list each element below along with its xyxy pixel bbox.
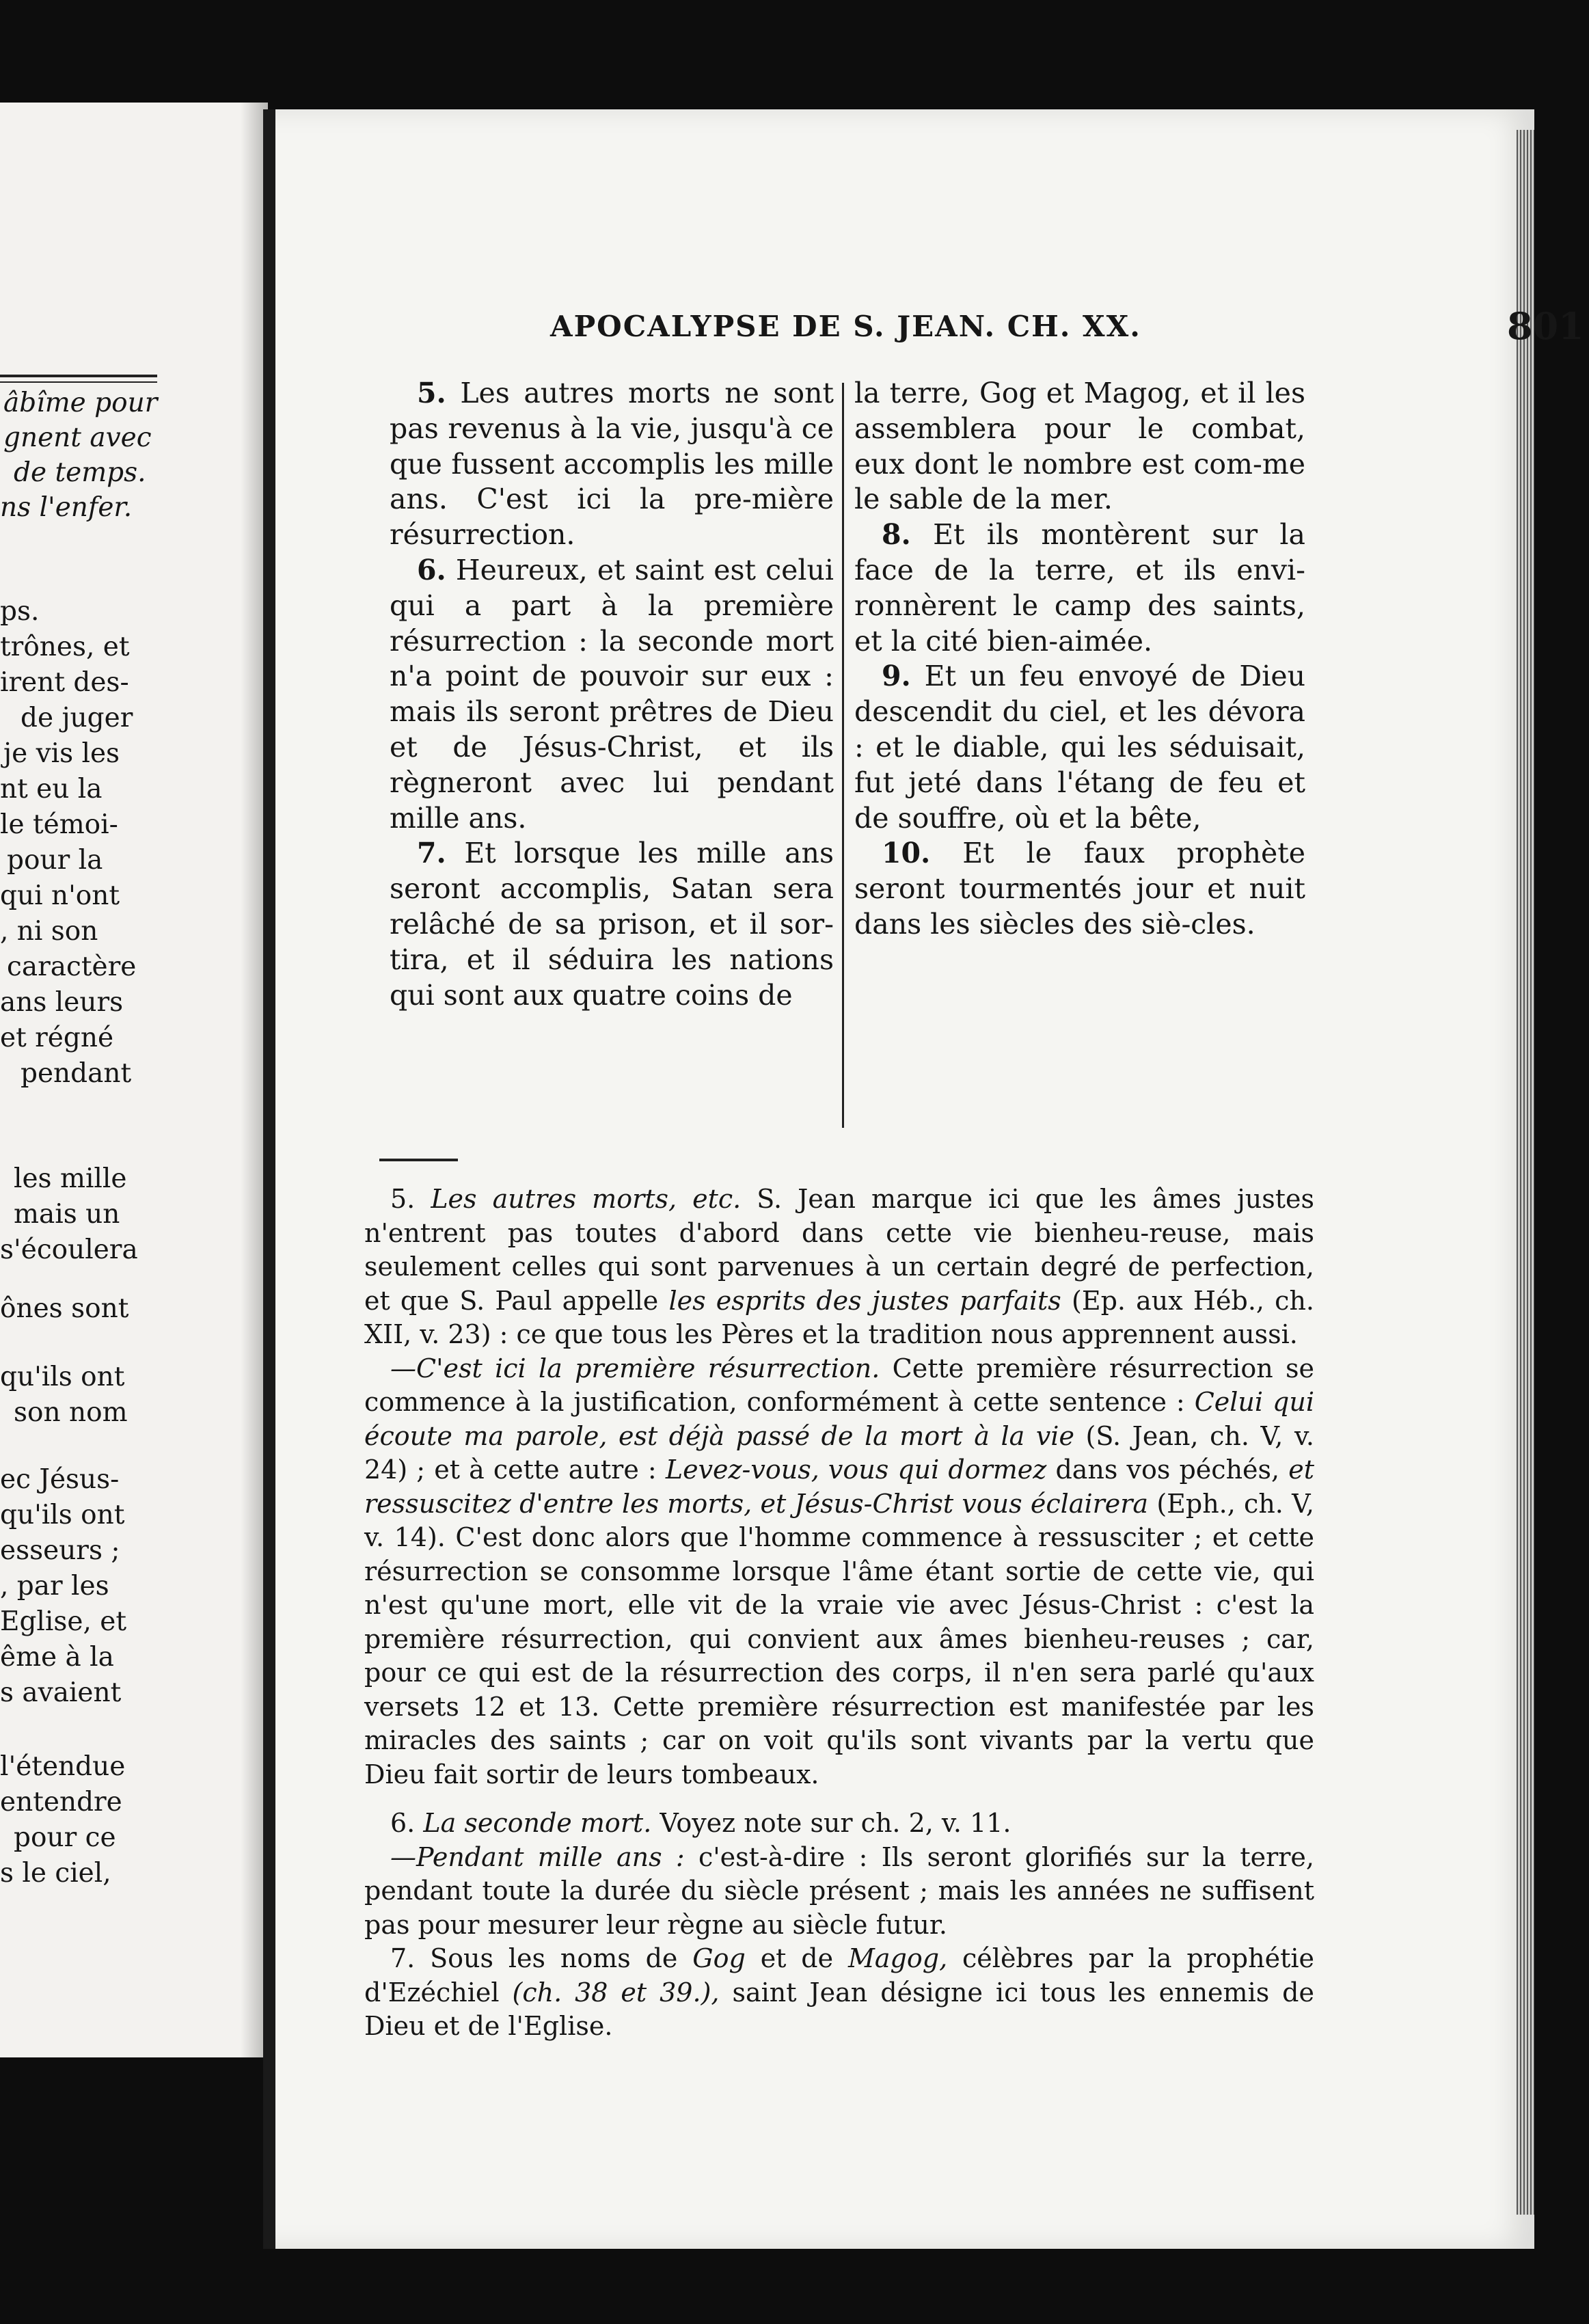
verse-number: 8. [882, 518, 911, 552]
note-6 [364, 1807, 1314, 1841]
note-lemma: —C'est ici la première résurrection. [390, 1353, 880, 1383]
note-text: (S. Jean, ch. V, v. 24) ; et à cette autre : [364, 1420, 1314, 1485]
left-page-line: trônes, et [0, 632, 130, 662]
note-text: Voyez note sur ch. 2, v. 11. [660, 1808, 1011, 1838]
verse-text: Heureux, et saint est celui qui a part à la première résurrection : la seconde mort n'a point de pouvoir sur eux : mais ils seront prêtres de Dieu et de Jésus-Christ, et ils règneront avec lui pendant mille ans. [390, 553, 834, 835]
running-header [550, 304, 1589, 359]
note-quote: Celui qui écoute ma parole, est déjà passé de la mort à la vie [364, 1387, 1314, 1451]
notes-separator [379, 1159, 458, 1161]
running-title: APOCALYPSE DE S. JEAN. CH. XX. [550, 310, 1141, 343]
page-edges [1517, 130, 1534, 2215]
column-divider [842, 383, 844, 1128]
left-page-line: irent des- [0, 667, 129, 698]
verse-7 [390, 836, 834, 1013]
left-page-line: l'étendue [0, 1751, 126, 1782]
verse-number: 7. [417, 837, 446, 870]
left-page-line: ans leurs [0, 987, 124, 1018]
verse-number: 10. [882, 837, 931, 870]
left-page-line: qu'ils ont [0, 1362, 125, 1392]
note-lemma: La seconde mort. [423, 1808, 652, 1838]
note-text: c'est-à-dire : Ils seront glorifiés sur la terre, pendant toute la durée du siècle présent ; mais les années ne suffisent pas pour mesurer leur règne au siècle futur. [364, 1841, 1314, 1940]
note-text: (Ep. aux Héb., ch. XII, v. 23) : ce que tous les Pères et la tradition nous apprennent aussi. [364, 1285, 1314, 1349]
note-quote: et ressuscitez d'entre les morts, et Jésus-Christ vous éclairera [364, 1455, 1315, 1519]
verse-text: la terre, Gog et Magog, et il les assemblera pour le combat, eux dont le nombre est com-me le sable de la mer. [854, 377, 1305, 516]
note-text: Cette première résurrection se commence à la justification, conformément à cette sentence : [364, 1353, 1314, 1417]
left-page-line: je vis les [3, 738, 120, 769]
left-page-line: ême à la [0, 1642, 114, 1673]
verse-number: 6. [417, 553, 446, 586]
note-quote: Gog [692, 1943, 746, 1973]
note-5 [364, 1183, 1314, 1352]
verse-9 [854, 659, 1305, 836]
left-page-line: et régné [0, 1023, 114, 1053]
verse-text: Et un feu envoyé de Dieu descendit du ciel, et les dévora : et le diable, qui les séduisait, fut jeté dans l'étang de feu et de souffre, où et la bête, [854, 660, 1305, 835]
note-number: 6. [390, 1808, 416, 1838]
verse-number: 9. [882, 660, 911, 693]
left-page-line: s avaient [0, 1677, 122, 1708]
note-text: et de [760, 1943, 834, 1973]
left-page-line: gnent avec [3, 422, 152, 453]
left-page-line: entendre [0, 1787, 122, 1818]
verse-text: Les autres morts ne sont pas revenus à la vie, jusqu'à ce que fussent accomplis les mille ans. C'est ici la pre-mière résurrection. [390, 377, 834, 552]
left-page-line: ônes sont [0, 1293, 129, 1324]
verse-text: Et lorsque les mille ans seront accomplis, Satan sera relâché de sa prison, et il sor-tira, et il séduira les nations qui sont aux quatre coins de [390, 837, 834, 1012]
note-quote: (ch. 38 et 39.), [512, 1977, 720, 2008]
note-quote: Levez-vous, vous qui dormez [665, 1455, 1047, 1485]
left-page-line: Eglise, et [0, 1606, 127, 1637]
left-page-line: pendant [21, 1058, 132, 1089]
left-page-line: nt eu la [0, 774, 103, 805]
left-page-line: , ni son [0, 916, 98, 947]
note-7 [364, 1942, 1314, 2044]
left-page-line: le témoi- [0, 809, 118, 840]
note-6-mille-ans [364, 1841, 1314, 1943]
verse-number: 5. [417, 377, 446, 409]
note-5-resurrection [364, 1352, 1314, 1792]
note-text: (Eph., ch. V, v. 14). C'est donc alors que l'homme commence à ressusciter ; et cette résurrection se consomme lorsque l'âme étant sortie de cette vie, qui n'est qu'une mort, elle vit de la vraie vie avec Jésus-Christ : c'est la première résurrection, qui convient aux âmes bienheu-reuses ; car, pour ce qui est de la résurrection des corps, il n'en sera parlé qu'aux versets 12 et 13. Cette première résurrection est manifestée par les miracles des saints ; car on voit qu'ils sont vivants par la vertu que Dieu fait sortir de leurs tombeaux. [364, 1488, 1314, 1789]
left-page-line: esseurs ; [0, 1535, 120, 1566]
note-text: Sous les noms de [430, 1943, 678, 1973]
left-page-line: ec Jésus- [0, 1464, 120, 1495]
left-page-line: s'écoulera [0, 1234, 138, 1265]
previous-page-fragment [0, 103, 268, 2057]
note-text: saint Jean désigne ici tous les ennemis de Dieu et de l'Eglise. [364, 1977, 1314, 2041]
verse-text: Et le faux prophète seront tourmentés jour et nuit dans les siècles des siè-cles. [854, 837, 1305, 941]
left-page-line: qu'ils ont [0, 1500, 125, 1530]
commentary-notes [364, 1183, 1314, 2044]
left-page-line: de juger [21, 703, 133, 733]
note-quote: Magog, [847, 1943, 948, 1973]
text-column-right [854, 376, 1305, 943]
note-text: célèbres par la prophétie d'Ezéchiel [364, 1943, 1314, 2008]
note-number: 5. [390, 1184, 416, 1214]
book-spine [263, 109, 275, 2249]
left-page-line: caractère [7, 951, 137, 982]
left-page-line: s le ciel, [0, 1858, 111, 1889]
left-page-line: de temps. [14, 457, 146, 488]
note-quote: les esprits des justes parfaits [668, 1285, 1061, 1316]
verse-text: Et ils montèrent sur la face de la terre, et ils envi-ronnèrent le camp des saints, et la cité bien-aimée. [854, 518, 1305, 658]
verse-10 [854, 836, 1305, 942]
left-page-rule-thin [0, 381, 157, 383]
left-page-line: , par les [0, 1571, 109, 1602]
page-number: 801 [1507, 304, 1584, 348]
note-lemma: Les autres morts, etc. [431, 1184, 742, 1214]
verse-6 [390, 553, 834, 836]
left-page-line: âbîme pour [3, 388, 158, 418]
left-page-rule [0, 375, 157, 377]
note-lemma: —Pendant mille ans : [390, 1841, 685, 1872]
verse-5 [390, 376, 834, 553]
text-column-left [390, 376, 834, 1013]
note-text: S. Jean marque ici que les âmes justes n'entrent pas toutes d'abord dans cette vie bienheu-reuse, mais seulement celles qui sont parvenues à un certain degré de perfection, et que S. Paul appelle [364, 1184, 1315, 1316]
note-text: dans vos péchés, [1055, 1455, 1280, 1485]
left-page-line: pour ce [14, 1822, 116, 1853]
verse-8 [854, 517, 1305, 659]
left-page-line: ps. [0, 596, 40, 627]
left-page-line: son nom [14, 1397, 128, 1428]
book-page [263, 109, 1584, 2249]
left-page-line: ns l'enfer. [0, 492, 133, 523]
left-page-line: les mille [14, 1163, 127, 1194]
left-page-line: pour la [7, 845, 103, 876]
verse-7-continued [854, 376, 1305, 517]
note-number: 7. [390, 1943, 416, 1973]
left-page-line: qui n'ont [0, 880, 120, 911]
left-page-line: mais un [14, 1199, 120, 1230]
